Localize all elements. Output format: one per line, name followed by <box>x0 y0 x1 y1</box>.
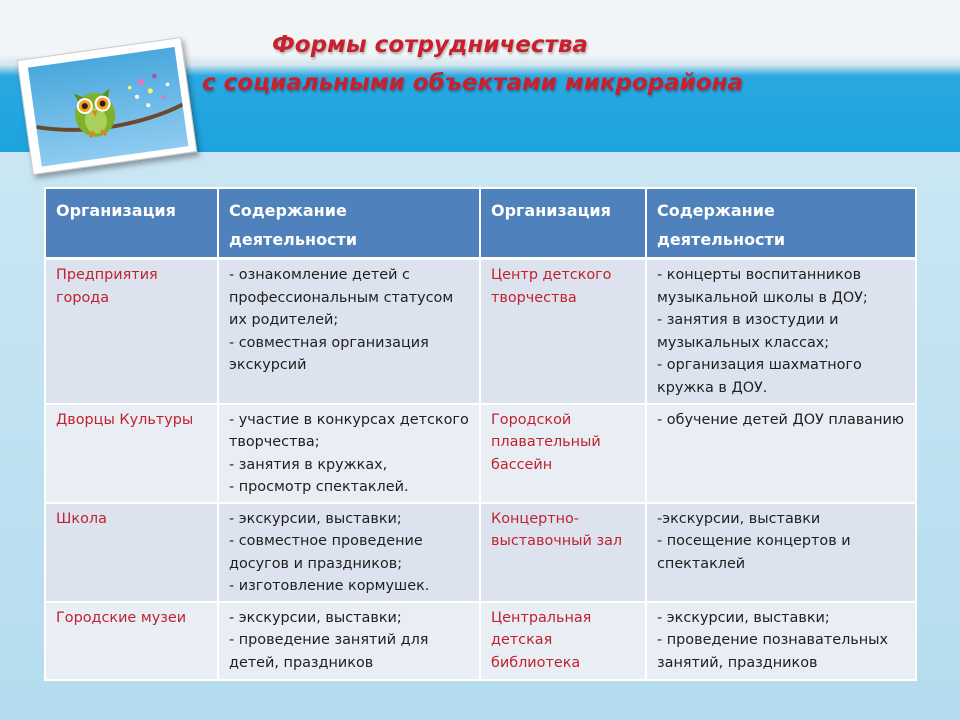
page-title <box>0 26 960 102</box>
content-line: - экскурсии, выставки; <box>229 609 402 626</box>
content-line: - занятия в изостудии и музыкальных классах; <box>657 312 839 351</box>
content-line: - изготовление кормушек. <box>229 578 430 594</box>
content-line: - проведение занятий для детей, праздников <box>229 632 429 671</box>
content-line: - концерты воспитанников музыкальной школы в ДОУ; <box>657 267 868 306</box>
content-cell <box>646 404 916 503</box>
content-line: - экскурсии, выставки; <box>657 609 830 626</box>
org-cell: Центральная детская библиотека <box>480 602 646 680</box>
content-line: - занятия в кружках, <box>229 456 388 473</box>
content-line: - ознакомление детей с профессиональным статусом их родителей; <box>229 267 454 328</box>
table-row <box>45 503 916 602</box>
cooperation-table <box>44 187 917 681</box>
content-line: - организация шахматного кружка в ДОУ. <box>657 357 862 396</box>
table-row <box>45 259 916 404</box>
header-organization-1: Организация <box>45 188 218 259</box>
org-cell: Центр детского творчества <box>480 259 646 404</box>
content-cell <box>218 259 480 404</box>
content-line: - посещение концертов и спектаклей <box>657 533 851 572</box>
header-organization-2: Организация <box>480 188 646 259</box>
content-line: - совместное проведение досугов и праздников; <box>229 533 423 572</box>
content-line: - проведение познавательных занятий, праздников <box>657 632 889 671</box>
content-line: - экскурсии, выставки; <box>229 510 402 527</box>
content-cell <box>218 404 480 503</box>
content-cell <box>646 503 916 602</box>
title-line-2: с социальными объектами микрорайона <box>202 70 743 96</box>
table-row <box>45 404 916 503</box>
content-line: -экскурсии, выставки <box>657 510 821 527</box>
content-line: - совместная организация экскурсий <box>229 334 429 373</box>
content-cell <box>646 259 916 404</box>
content-line: - участие в конкурсах детского творчества; <box>229 411 469 450</box>
org-cell: Городской плавательный бассейн <box>480 404 646 503</box>
content-line: - обучение детей ДОУ плаванию <box>657 411 904 428</box>
org-cell: Концертно-выставочный зал <box>480 503 646 602</box>
content-cell <box>646 602 916 680</box>
header-content-2: Содержание деятельности <box>646 188 916 259</box>
header-content-1: Содержание деятельности <box>218 188 480 259</box>
title-line-1: Формы сотрудничества <box>272 32 588 58</box>
table-row <box>45 602 916 680</box>
content-line: - просмотр спектаклей. <box>229 479 409 495</box>
content-cell <box>218 602 480 680</box>
content-cell <box>218 503 480 602</box>
org-cell: Предприятия города <box>45 259 218 404</box>
org-cell: Школа <box>45 503 218 602</box>
org-cell: Городские музеи <box>45 602 218 680</box>
org-cell: Дворцы Культуры <box>45 404 218 503</box>
table-header-row <box>45 188 916 259</box>
